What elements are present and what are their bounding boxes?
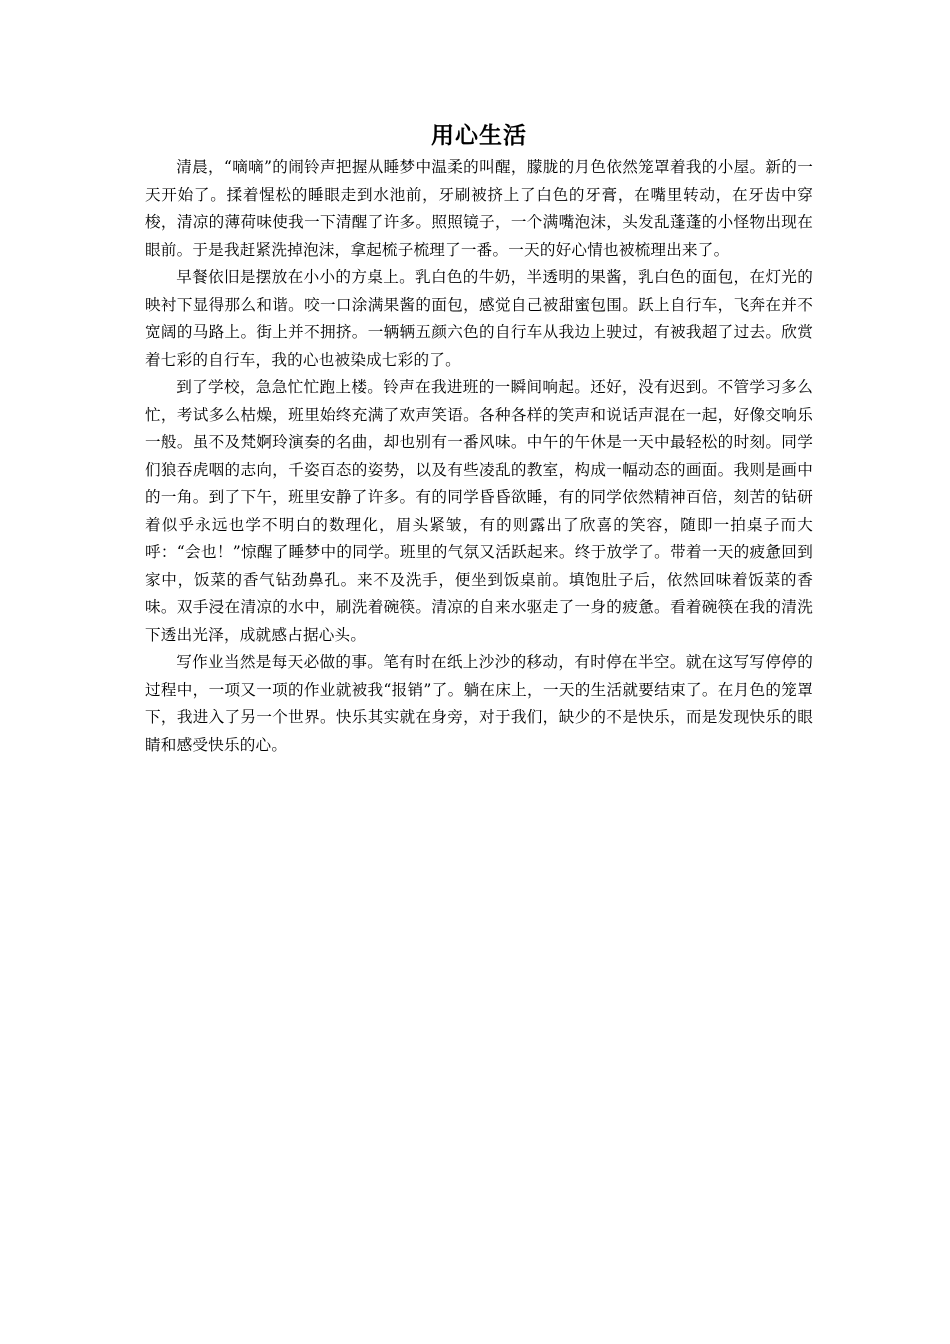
paragraph-2: 早餐依旧是摆放在小小的方桌上。乳白色的牛奶，半透明的果酱，乳白色的面包，在灯光的映衬下显得那么和谐。咬一口涂满果酱的面包，感觉自己被甜蜜包围。跃上自行车，飞奔在并不宽阔的马路上。街上并不拥挤。一辆辆五颜六色的自行车从我边上驶过，有被我超了过去。欣赏着七彩的自行车，我的心也被染成七彩的了。 (145, 268, 813, 369)
paragraph-1: 清晨，“嘀嘀”的闹铃声把握从睡梦中温柔的叫醒，朦胧的月色依然笼罩着我的小屋。新的一天开始了。揉着惺松的睡眼走到水池前，牙刷被挤上了白色的牙膏，在嘴里转动，在牙齿中穿梭，清凉的薄荷味使我一下清醒了许多。照照镜子，一个满嘴泡沫，头发乱蓬蓬的小怪物出现在眼前。于是我赶紧洗掉泡沫，拿起梳子梳理了一番。一天的好心情也被梳理出来了。 (145, 158, 813, 259)
paragraph-4: 写作业当然是每天必做的事。笔有时在纸上沙沙的移动，有时停在半空。就在这写写停停的过程中，一项又一项的作业就被我“报销”了。躺在床上，一天的生活就要结束了。在月色的笼罩下，我进入了另一个世界。快乐其实就在身旁，对于我们，缺少的不是快乐，而是发现快乐的眼睛和感受快乐的心。 (145, 653, 813, 754)
document-body (145, 118, 813, 759)
paragraph-3: 到了学校，急急忙忙跑上楼。铃声在我进班的一瞬间响起。还好，没有迟到。不管学习多么忙，考试多么枯燥，班里始终充满了欢声笑语。各种各样的笑声和说话声混在一起，好像交响乐一般。虽不及梵婀玲演奏的名曲，却也别有一番风味。中午的午休是一天中最轻松的时刻。同学们狼吞虎咽的志向，千姿百态的姿势，以及有些凌乱的教室，构成一幅动态的画面。我则是画中的一角。到了下午，班里安静了许多。有的同学昏昏欲睡，有的同学依然精神百倍，刻苦的钻研着似乎永远也学不明白的数理化，眉头紧皱，有的则露出了欣喜的笑容，随即一拍桌子而大呼：“会也！”惊醒了睡梦中的同学。班里的气氛又活跃起来。终于放学了。带着一天的疲惫回到家中，饭菜的香气钻劲鼻孔。来不及洗手，便坐到饭桌前。填饱肚子后，依然回味着饭菜的香味。双手浸在清凉的水中，刷洗着碗筷。清凉的自来水驱走了一身的疲惫。看着碗筷在我的清洗下透出光泽，成就感占据心头。 (145, 378, 813, 644)
document-title: 用心生活 (431, 123, 527, 149)
